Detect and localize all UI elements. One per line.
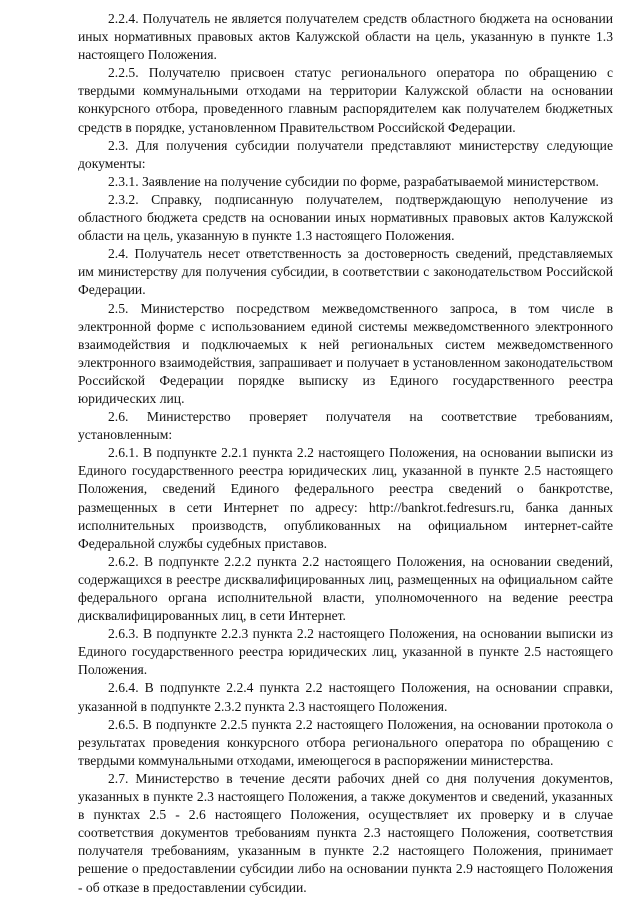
paragraph-2-4: 2.4. Получатель несет ответственность за достоверность сведений, представляемых им министерству для получения субсидии, в соответствии с законодательством Российской Федерации. — [78, 246, 613, 298]
paragraph-2-6-2: 2.6.2. В подпункте 2.2.2 пункта 2.2 настоящего Положения, на основании сведений, содержащихся в реестре дисквалифицированных лиц, размещенных на официальном сайте федерального органа исполнительной власти, уполномоченного на ведение реестра дисквалифицированных лиц, в сети Интернет. — [78, 553, 613, 624]
paragraph-2-6-5: 2.6.5. В подпункте 2.2.5 пункта 2.2 настоящего Положения, на основании протокола о результатах проведения конкурсного отбора регионального оператора по обращению с твердыми коммунальными отходами, имеющегося в распоряжении министерства. — [78, 716, 613, 768]
paragraph-2-6-1: 2.6.1. В подпункте 2.2.1 пункта 2.2 настоящего Положения, на основании выписки из Единого государственного реестра юридических лиц, указанной в пункте 2.5 настоящего Положения, сведений Единого федерального реестра сведений о банкротстве, размещенных в сети Интернет по адресу: http://bankrot.fedresurs.ru, банка данных исполнительных производств, опубликованных на официальном интернет-сайте Федеральной службы судебных приставов. — [78, 445, 613, 551]
paragraph-2-7: 2.7. Министерство в течение десяти рабочих дней со дня получения документов, указанных в пункте 2.3 настоящего Положения, а также документов и сведений, указанных в пунктах 2.5 - 2.6 настоящего Положения, осуществляет их проверку и в случае соответствия документов требованиям пункта 2.3 настоящего Положения, соответствия получателя требованиям, указанным в пункте 2.2 настоящего Положения, принимает решение о предоставлении субсидии либо на основании пункта 2.9 настоящего Положения - об отказе в предоставлении субсидии. — [78, 770, 613, 895]
paragraph-2-6-4: 2.6.4. В подпункте 2.2.4 пункта 2.2 настоящего Положения, на основании справки, указанной в подпункте 2.3.2 пункта 2.3 настоящего Положения. — [78, 680, 613, 714]
paragraph-2-6-3: 2.6.3. В подпункте 2.2.3 пункта 2.2 настоящего Положения, на основании выписки из Единого государственного реестра юридических лиц, указанной в пункте 2.5 настоящего Положения. — [78, 626, 613, 678]
paragraph-2-6: 2.6. Министерство проверяет получателя на соответствие требованиям, установленным: — [78, 409, 613, 443]
paragraph-2-2-4: 2.2.4. Получатель не является получателем средств областного бюджета на основании иных нормативных правовых актов Калужской области на цель, указанную в пункте 1.3 настоящего Положения. — [78, 11, 613, 63]
paragraph-2-3-2: 2.3.2. Справку, подписанную получателем, подтверждающую неполучение из областного бюджета средств на основании иных нормативных правовых актов Калужской области на цель, указанную в пункте 1.3 настоящего Положения. — [78, 191, 613, 244]
paragraph-2-5: 2.5. Министерство посредством межведомственного запроса, в том числе в электронной форме с использованием единой системы межведомственного электронного взаимодействия и подключаемых к ней региональных систем межведомственного электронного взаимодействия, запрашивает и получает в установленном законодательством Российской Федерации порядке выписку из Единого государственного реестра юридических лиц. — [78, 300, 613, 406]
paragraph-2-3-1: 2.3.1. Заявление на получение субсидии по форме, разрабатываемой министерством. — [108, 173, 599, 189]
paragraph-2-3: 2.3. Для получения субсидии получатели представляют министерству следующие документы: — [78, 137, 613, 171]
paragraph-2-2-5: 2.2.5. Получателю присвоен статус регионального оператора по обращению с твердыми коммунальными отходами на территории Калужской области на основании конкурсного отбора, проведенного главным распорядителем как получателем бюджетных средств в порядке, установленном Правительством Российской Федерации. — [78, 65, 613, 135]
